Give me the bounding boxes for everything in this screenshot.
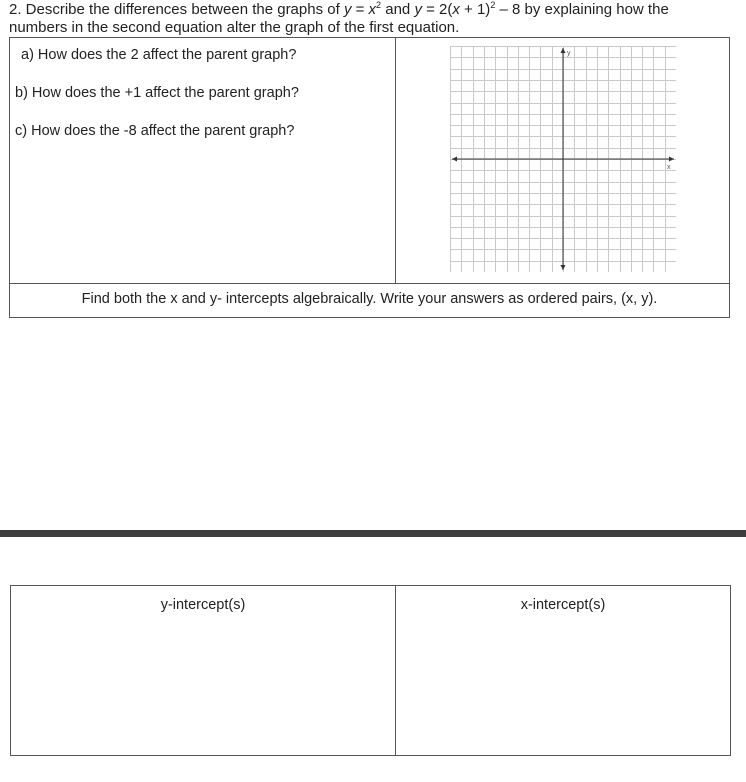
answer-table bbox=[10, 585, 731, 756]
y-axis-arrow-up bbox=[561, 48, 566, 53]
x-axis-arrow-left bbox=[452, 157, 457, 162]
question-prompt bbox=[9, 1, 724, 37]
question-b: b) How does the +1 affect the parent graph? bbox=[15, 85, 299, 101]
x-intercept-label: x-intercept(s) bbox=[520, 597, 606, 613]
prompt-and: and bbox=[381, 1, 415, 18]
prompt-var-x2: x bbox=[452, 1, 460, 18]
x-axis-arrow-right bbox=[669, 157, 674, 162]
graph-cell bbox=[396, 38, 729, 283]
y-intercept-cell[interactable] bbox=[11, 586, 396, 755]
question-c: c) How does the -8 affect the parent graph? bbox=[15, 123, 295, 139]
prompt-eq1: = bbox=[351, 1, 369, 18]
prompt-tail: – 8 by explaining how the numbers in the second equation alter the graph of the first equation. bbox=[9, 1, 669, 36]
y-intercept-label: y-intercept(s) bbox=[160, 597, 246, 613]
question-table bbox=[9, 37, 730, 318]
x-intercept-cell[interactable] bbox=[396, 586, 730, 755]
row-divider bbox=[10, 283, 729, 284]
prompt-var-y1: y bbox=[343, 1, 352, 18]
prompt-plus1: + 1) bbox=[459, 1, 491, 18]
prompt-eq2: = 2( bbox=[421, 1, 453, 18]
y-axis-arrow-down bbox=[561, 265, 566, 270]
prompt-lead: 2. Describe the differences between the graphs of bbox=[9, 1, 344, 18]
questions-cell[interactable] bbox=[10, 38, 396, 283]
section-separator bbox=[0, 530, 746, 537]
prompt-exp1: 2 bbox=[376, 0, 382, 10]
prompt-var-x1: x bbox=[368, 1, 377, 18]
intercepts-instruction: Find both the x and y- intercepts algebraically. Write your answers as ordered pairs, (x, y). bbox=[81, 291, 658, 307]
coordinate-grid bbox=[450, 46, 676, 272]
prompt-var-y2: y bbox=[414, 1, 422, 18]
prompt-exp2: 2 bbox=[490, 0, 496, 10]
question-a: a) How does the 2 affect the parent graph? bbox=[21, 47, 297, 63]
y-axis-label: y bbox=[567, 50, 571, 57]
x-axis-label: x bbox=[667, 164, 671, 171]
